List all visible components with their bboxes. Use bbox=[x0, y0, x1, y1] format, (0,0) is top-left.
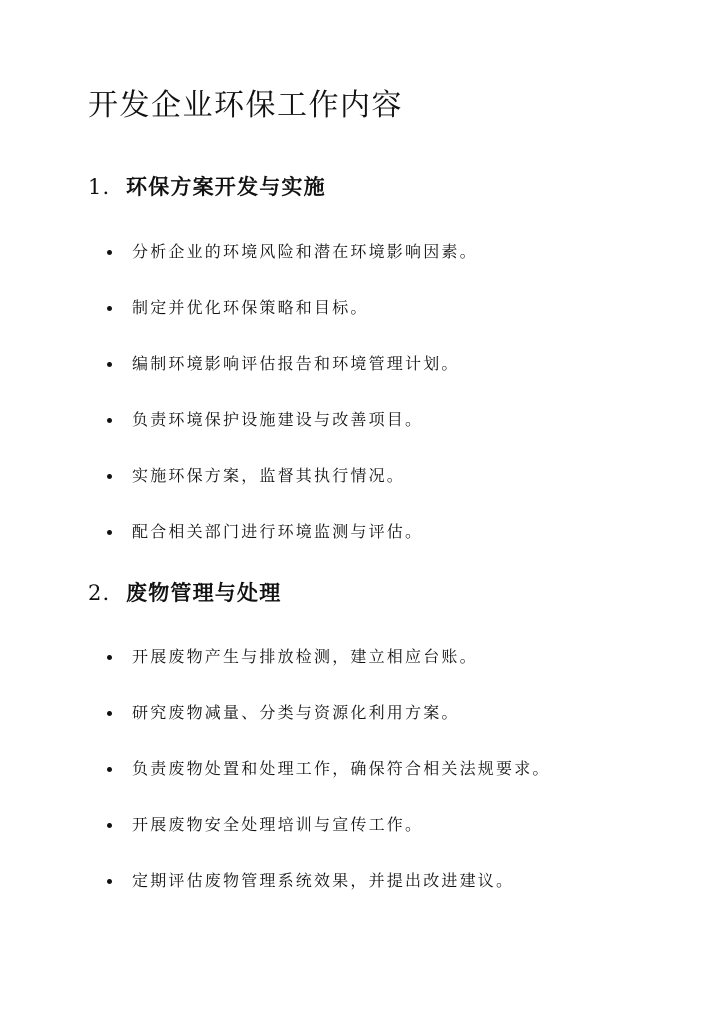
list-item-text: 开展废物安全处理培训与宣传工作。 bbox=[132, 815, 424, 834]
list-item-text: 编制环境影响评估报告和环境管理计划。 bbox=[132, 354, 460, 373]
bullet-dot-icon bbox=[107, 306, 112, 311]
bullet-dot-icon bbox=[107, 362, 112, 367]
list-item-text: 实施环保方案，监督其执行情况。 bbox=[132, 466, 406, 485]
list-item bbox=[105, 867, 551, 895]
list-item bbox=[105, 462, 478, 490]
list-item bbox=[105, 699, 551, 727]
bullet-dot-icon bbox=[107, 530, 112, 535]
list-item bbox=[105, 406, 478, 434]
bullet-dot-icon bbox=[107, 250, 112, 255]
section-title: 废物管理与处理 bbox=[126, 580, 282, 605]
section-1-list bbox=[105, 238, 478, 574]
list-item-text: 负责废物处置和处理工作，确保符合相关法规要求。 bbox=[132, 759, 551, 778]
bullet-dot-icon bbox=[107, 767, 112, 772]
list-item-text: 定期评估废物管理系统效果，并提出改进建议。 bbox=[132, 871, 515, 890]
section-heading-1 bbox=[88, 172, 326, 202]
list-item bbox=[105, 755, 551, 783]
list-item-text: 负责环境保护设施建设与改善项目。 bbox=[132, 410, 424, 429]
list-item bbox=[105, 643, 551, 671]
list-item-text: 配合相关部门进行环境监测与评估。 bbox=[132, 522, 424, 541]
list-item-text: 开展废物产生与排放检测，建立相应台账。 bbox=[132, 647, 478, 666]
section-number: 2. bbox=[88, 581, 111, 605]
bullet-dot-icon bbox=[107, 655, 112, 660]
list-item bbox=[105, 811, 551, 839]
list-item-text: 分析企业的环境风险和潜在环境影响因素。 bbox=[132, 242, 478, 261]
section-title: 环保方案开发与实施 bbox=[126, 174, 326, 199]
document-title: 开发企业环保工作内容 bbox=[88, 88, 403, 123]
bullet-dot-icon bbox=[107, 474, 112, 479]
list-item bbox=[105, 350, 478, 378]
bullet-dot-icon bbox=[107, 879, 112, 884]
list-item-text: 研究废物减量、分类与资源化利用方案。 bbox=[132, 703, 460, 722]
bullet-dot-icon bbox=[107, 418, 112, 423]
section-2-list bbox=[105, 643, 551, 923]
list-item bbox=[105, 294, 478, 322]
section-number: 1. bbox=[88, 175, 111, 199]
list-item bbox=[105, 518, 478, 546]
list-item bbox=[105, 238, 478, 266]
section-heading-2 bbox=[88, 578, 281, 608]
bullet-dot-icon bbox=[107, 823, 112, 828]
bullet-dot-icon bbox=[107, 711, 112, 716]
list-item-text: 制定并优化环保策略和目标。 bbox=[132, 298, 369, 317]
